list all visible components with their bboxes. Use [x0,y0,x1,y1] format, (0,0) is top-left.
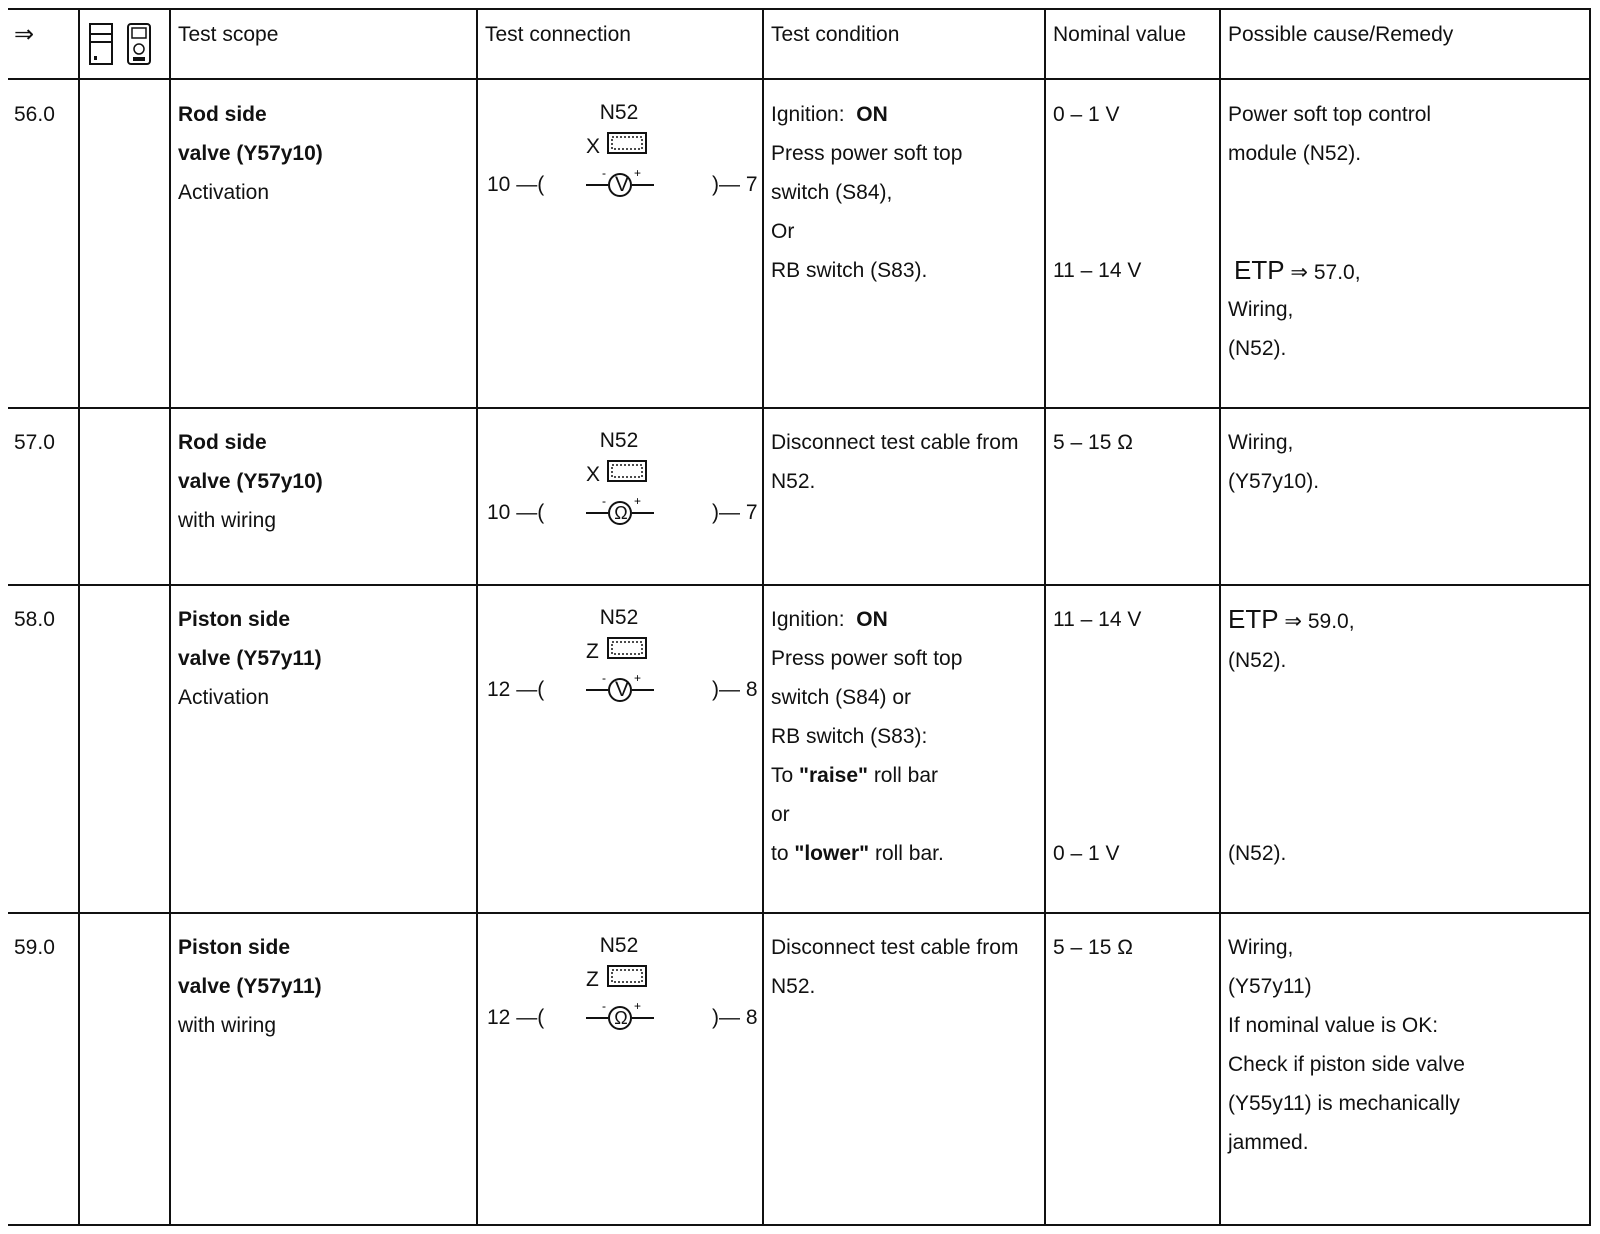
scope-title: valve (Y57y11) [178,975,322,998]
cause-text: Wiring, [1228,298,1294,321]
scope-subtitle: Activation [178,181,270,204]
cause-text: module (N52). [1228,142,1362,165]
condition-bold: ON [856,608,888,631]
diagnostic-test-table [8,8,1591,1226]
condition-text: switch (S84), [771,181,893,204]
socket-box-icon [606,964,650,994]
socket-box-icon [606,131,650,161]
test-scope [178,928,322,1045]
etp-link[interactable]: ETP [1228,604,1279,634]
condition-bold: "raise" [799,764,868,787]
test-condition [771,600,962,873]
scope-subtitle: with wiring [178,509,277,532]
meter-unit: Ω [614,1008,628,1028]
test-connection-diagram [476,600,762,720]
cause-text: Check if piston side valve [1228,1053,1465,1076]
condition-text: To [771,764,800,787]
test-condition [771,928,1018,1006]
pin-left: 10 —( [487,173,545,196]
header-test-condition: Test condition [771,23,900,46]
condition-text: Press power soft top [771,647,963,670]
step-number: 59.0 [14,936,55,959]
arrow-icon: ⇒ [14,21,35,48]
pin-left: 12 —( [487,1006,545,1029]
possible-cause [1228,95,1431,173]
test-condition [771,95,962,290]
socket-box-icon [606,459,650,489]
condition-text: Ignition: [771,103,845,126]
test-condition [771,423,1018,501]
pin-number: 8 [745,678,758,701]
svg-text:-: - [602,494,606,508]
condition-text: Disconnect test cable from [771,936,1019,959]
condition-text: RB switch (S83): [771,725,928,748]
svg-text:-: - [602,166,606,180]
header-test-connection: Test connection [485,23,631,46]
pin-right: )— 8 [712,1006,758,1029]
svg-text:+: + [634,671,642,685]
svg-text:-: - [602,671,606,685]
nominal-value: 11 – 14 V [1053,608,1142,631]
scope-title: valve (Y57y10) [178,142,323,165]
condition-text: Press power soft top [771,142,963,165]
cause-text: (Y57y10). [1228,470,1320,493]
nominal-value: 5 – 15 Ω [1053,431,1133,454]
test-scope [178,423,323,540]
socket-label: Z [586,640,599,663]
test-connection-diagram [476,928,762,1048]
test-connection-diagram [476,423,762,543]
cause-text: (N52). [1228,337,1287,360]
etp-link[interactable]: ETP [1234,255,1285,285]
socket-label: X [586,135,601,158]
column-divider [1044,8,1046,1226]
svg-text:+: + [634,494,642,508]
nominal-value: 11 – 14 V [1053,259,1142,282]
meter-unit: V [615,678,630,701]
test-connection-diagram [476,95,762,215]
column-divider [169,8,171,1226]
svg-text:-: - [602,999,606,1013]
meter-unit: V [615,173,630,196]
module-label: N52 [599,934,639,957]
column-divider [78,8,80,1226]
condition-text: roll bar. [869,842,944,865]
nominal-value: 5 – 15 Ω [1053,936,1133,959]
socket-label: X [586,463,601,486]
scope-title: valve (Y57y11) [178,647,322,670]
svg-text:+: + [634,166,642,180]
scope-title: Rod side [178,103,267,126]
possible-cause [1228,928,1465,1162]
condition-bold: ON [856,103,888,126]
pin-number: 10 [487,173,511,196]
cause-text: (Y55y11) is mechanically [1228,1092,1460,1115]
row-divider [8,407,1591,409]
pin-right: )— 7 [712,173,758,196]
row-divider [8,584,1591,586]
scope-title: Piston side [178,936,291,959]
pin-number: 8 [745,1006,758,1029]
tester-icons [88,22,158,73]
condition-bold: "lower" [794,842,870,865]
multimeter-icon [88,22,158,68]
condition-text: to [771,842,795,865]
test-scope [178,600,322,717]
step-number: 58.0 [14,608,55,631]
condition-text: switch (S84) or [771,686,912,709]
module-label: N52 [599,101,639,124]
condition-text: Or [771,220,795,243]
pin-right: )— 7 [712,501,758,524]
condition-text: or [771,803,790,826]
pin-number: 12 [487,678,511,701]
step-reference[interactable]: ⇒ 57.0, [1290,261,1361,284]
pin-left: 12 —( [487,678,545,701]
row-divider [8,912,1591,914]
pin-right: )— 8 [712,678,758,701]
test-scope [178,95,323,212]
cause-text: jammed. [1228,1131,1309,1154]
module-label: N52 [599,606,639,629]
cause-text: Wiring, [1228,431,1294,454]
scope-subtitle: with wiring [178,1014,277,1037]
cause-text: Wiring, [1228,936,1294,959]
step-reference[interactable]: ⇒ 59.0, [1284,610,1355,633]
condition-text: Ignition: [771,608,845,631]
scope-title: Piston side [178,608,291,631]
scope-title: Rod side [178,431,267,454]
header-nominal-value: Nominal value [1053,23,1187,46]
pin-number: 10 [487,501,511,524]
pin-number: 12 [487,1006,511,1029]
condition-text: Disconnect test cable from [771,431,1019,454]
step-number: 57.0 [14,431,55,454]
nominal-value: 0 – 1 V [1053,103,1120,126]
condition-text: N52. [771,470,816,493]
step-number: 56.0 [14,103,55,126]
column-divider [762,8,764,1226]
cause-text: (Y57y11) [1228,975,1312,998]
possible-cause [1228,423,1319,501]
possible-cause [1234,251,1361,292]
meter-unit: Ω [614,503,628,523]
header-test-scope: Test scope [178,23,279,46]
module-label: N52 [599,429,639,452]
header-possible-cause: Possible cause/Remedy [1228,23,1454,46]
cause-text: If nominal value is OK: [1228,1014,1439,1037]
scope-title: valve (Y57y10) [178,470,323,493]
condition-text: RB switch (S83). [771,259,928,282]
possible-cause [1228,290,1293,368]
nominal-value: 0 – 1 V [1053,842,1120,865]
socket-label: Z [586,968,599,991]
svg-text:+: + [634,999,642,1013]
pin-number: 7 [745,173,758,196]
pin-left: 10 —( [487,501,545,524]
column-divider [1219,8,1221,1226]
possible-cause: (N52). [1228,842,1287,865]
cause-text: Power soft top control [1228,103,1432,126]
condition-text: N52. [771,975,816,998]
pin-number: 7 [745,501,758,524]
possible-cause [1228,600,1355,680]
condition-text: roll bar [867,764,939,787]
scope-subtitle: Activation [178,686,270,709]
row-divider [8,78,1591,80]
socket-box-icon [606,636,650,666]
cause-text: (N52). [1228,649,1287,672]
